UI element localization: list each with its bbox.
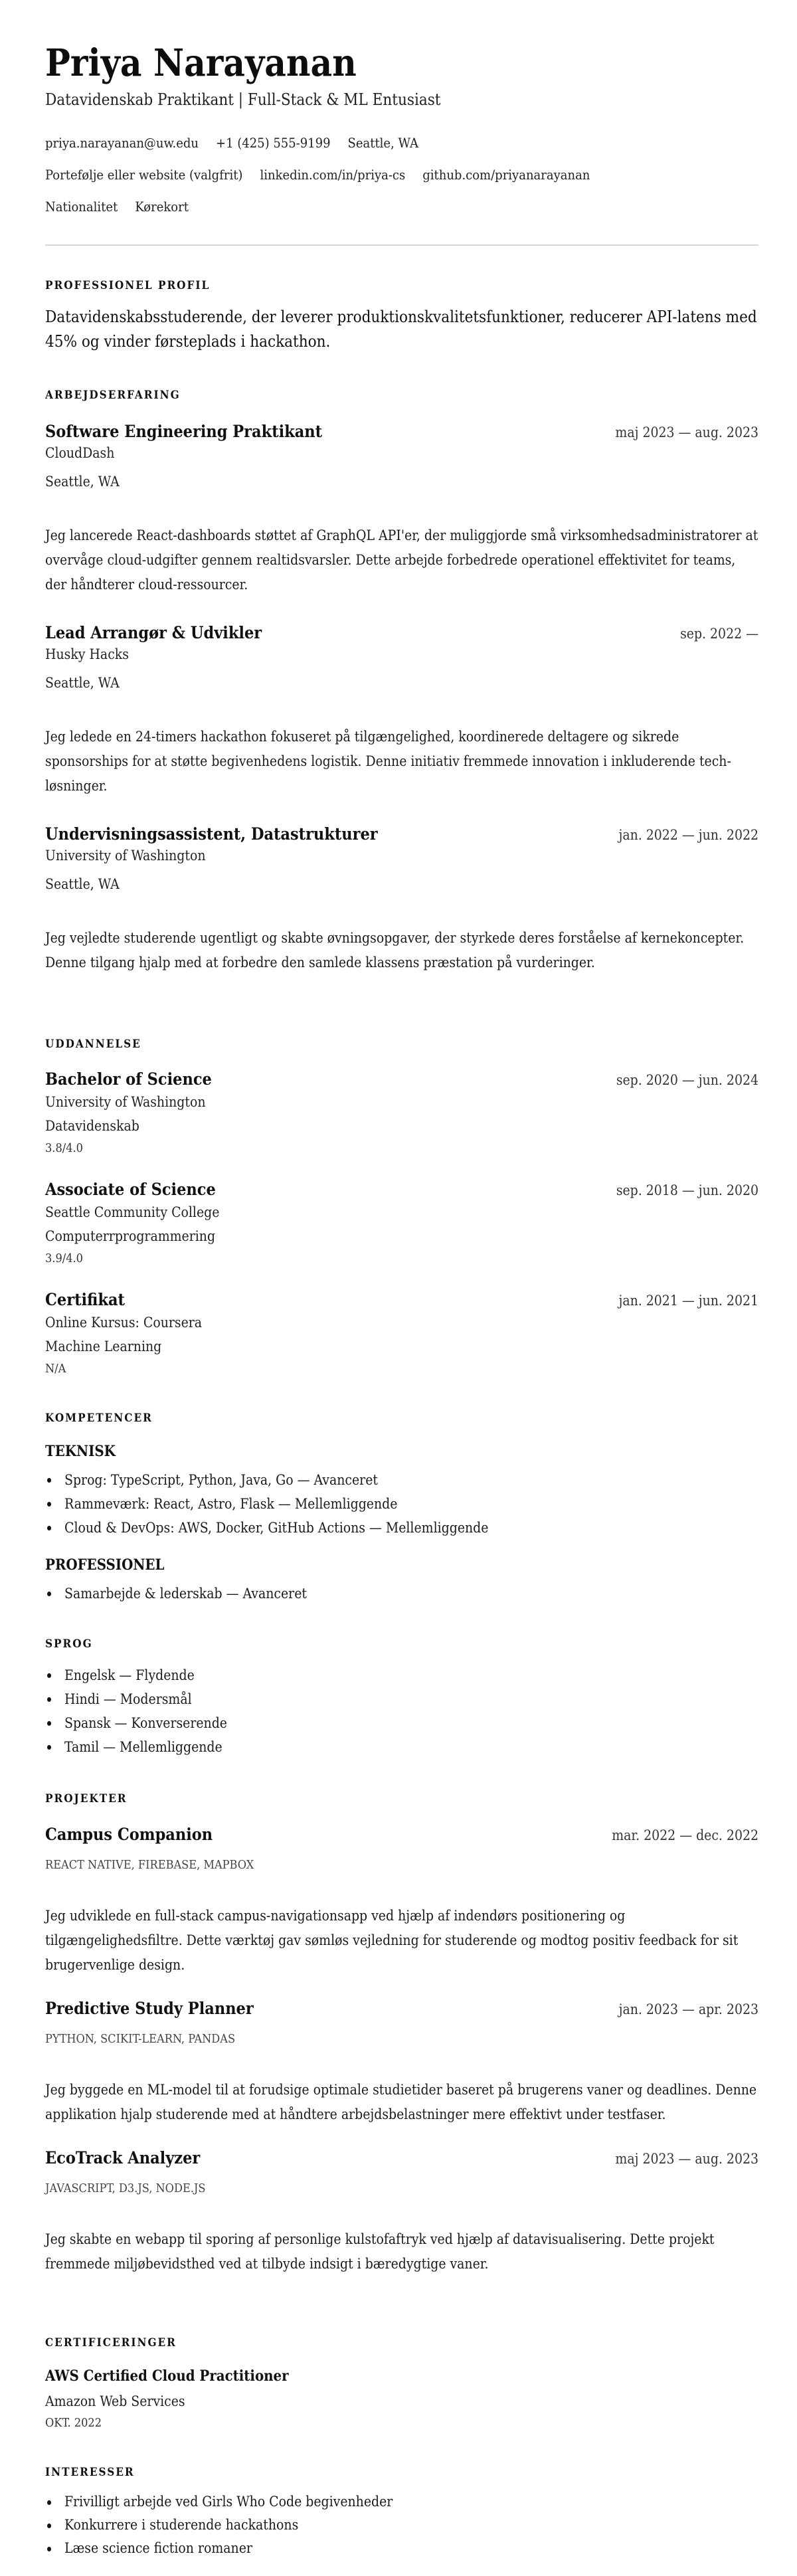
job-entry <box>45 824 758 975</box>
location: Seattle, WA <box>347 135 418 151</box>
project-entry <box>45 2148 758 2276</box>
project-tech: JAVASCRIPT, D3.JS, NODE.JS <box>45 2181 206 2195</box>
list-item: Læse science fiction romaner <box>45 2537 758 2560</box>
section-heading: INTERESSER <box>45 2466 135 2479</box>
list-item: Hindi — Modersmål <box>45 1687 758 1711</box>
job-description: Jeg lancerede React-dashboards støttet af GraphQL API'er, der muliggjorde små virksomhedsadministratorer at overvåge cloud-udgifter gennem realtidsvarsler. Dette arbejde forbedrede operationel effektivitet for teams, der håndterer cloud-ressourcer. <box>45 527 758 593</box>
interests-list <box>45 2490 758 2560</box>
header-divider <box>45 244 758 246</box>
job-company: University of Washington <box>45 848 206 864</box>
project-description: Jeg udviklede en full-stack campus-navigationsapp ved hjælp af indendørs positionering og tilgængelighedsfiltre. Dette værktøj gav sømløs vejledning for studerende og modtog positiv feedback for sit brugervenlige design. <box>45 1908 739 1973</box>
linkedin-link[interactable]: linkedin.com/in/priya-cs <box>260 167 406 183</box>
list-item: Cloud & DevOps: AWS, Docker, GitHub Actions — Mellemliggende <box>45 1516 758 1540</box>
job-company: Husky Hacks <box>45 646 129 662</box>
job-location: Seattle, WA <box>45 876 120 892</box>
candidate-subtitle: Datavidenskab Praktikant | Full-Stack & ML Entusiast <box>45 90 441 109</box>
education-entry <box>45 1289 758 1380</box>
technical-skills-list <box>45 1468 758 1540</box>
list-item: Frivilligt arbejde ved Girls Who Code begivenheder <box>45 2490 758 2514</box>
job-description: Jeg vejledte studerende ugentligt og skabte øvningsopgaver, der styrkede deres forståelse af kernekoncepter. Denne tilgang hjalp med at forbedre den samlede klassens præstation på vurderinger. <box>45 930 745 970</box>
list-item: Spansk — Konverserende <box>45 1711 758 1735</box>
contact-row <box>45 127 758 159</box>
section-heading: PROFESSIONEL PROFIL <box>45 279 211 292</box>
education-entry <box>45 1179 758 1269</box>
languages-list <box>45 1663 758 1759</box>
education-dates: jan. 2021 — jun. 2021 <box>618 1293 758 1309</box>
section-heading: PROJEKTER <box>45 1792 128 1805</box>
interests-section <box>45 2464 758 2560</box>
project-dates: maj 2023 — aug. 2023 <box>615 2151 758 2167</box>
professional-skills-list <box>45 1582 758 1606</box>
skills-section <box>45 1410 758 1606</box>
experience-section <box>45 387 758 975</box>
job-location: Seattle, WA <box>45 675 120 691</box>
github-link[interactable]: github.com/priyanarayanan <box>422 167 590 183</box>
list-item: Rammeværk: React, Astro, Flask — Mellemliggende <box>45 1492 758 1516</box>
project-title: EcoTrack Analyzer <box>45 2148 201 2167</box>
section-heading: ARBEJDSERFARING <box>45 389 181 402</box>
field-of-study: Datavidenskab <box>45 1118 139 1134</box>
section-heading: KOMPETENCER <box>45 1412 153 1425</box>
list-item: Samarbejde & lederskab — Avanceret <box>45 1582 758 1606</box>
portfolio-link[interactable]: Portefølje eller website (valgfrit) <box>45 167 243 183</box>
job-title: Software Engineering Praktikant <box>45 422 323 441</box>
section-heading: CERTIFICERINGER <box>45 2336 177 2349</box>
list-item: Konkurrere i studerende hackathons <box>45 2514 758 2537</box>
profile-text: Datavidenskabsstuderende, der leverer produktionskvalitetsfunktioner, reducerer API-latens med 45% og vinder førsteplads i hackathon. <box>45 308 757 351</box>
certification-date: OKT. 2022 <box>45 2416 102 2430</box>
degree: Associate of Science <box>45 1180 216 1199</box>
project-description: Jeg skabte en webapp til sporing af personlige kulstofaftryk ved hjælp af datavisualisering. Dette projekt fremmede miljøbevidsthed ved at tilbyde indsigt i bæredygtige vaner. <box>45 2231 715 2272</box>
field-of-study: Computerrprogrammering <box>45 1228 216 1244</box>
job-company: CloudDash <box>45 445 115 461</box>
section-heading: SPROG <box>45 1637 93 1651</box>
job-location: Seattle, WA <box>45 474 120 490</box>
institution: Online Kursus: Coursera <box>45 1315 203 1331</box>
job-title: Undervisningsassistent, Datastrukturer <box>45 824 378 844</box>
education-dates: sep. 2020 — jun. 2024 <box>616 1072 758 1088</box>
education-section <box>45 1036 758 1380</box>
education-dates: sep. 2018 — jun. 2020 <box>616 1182 758 1198</box>
candidate-name: Priya Narayanan <box>45 41 357 85</box>
job-entry <box>45 421 758 597</box>
list-item: Sprog: TypeScript, Python, Java, Go — Avanceret <box>45 1468 758 1492</box>
project-tech: PYTHON, SCIKIT-LEARN, PANDAS <box>45 2032 236 2046</box>
project-entry <box>45 1824 758 1978</box>
project-title: Predictive Study Planner <box>45 1999 254 2018</box>
project-dates: jan. 2023 — apr. 2023 <box>618 2001 758 2017</box>
section-heading: UDDANNELSE <box>45 1038 141 1051</box>
gpa: 3.8/4.0 <box>45 1141 83 1155</box>
extra-row <box>45 191 758 223</box>
certification-issuer: Amazon Web Services <box>45 2393 185 2409</box>
list-item: Engelsk — Flydende <box>45 1663 758 1687</box>
phone-link[interactable]: +1 (425) 555-9199 <box>216 135 331 151</box>
nationality: Nationalitet <box>45 199 118 215</box>
profile-section <box>45 278 758 354</box>
project-entry <box>45 1998 758 2127</box>
institution: Seattle Community College <box>45 1204 220 1220</box>
skills-group-title: PROFESSIONEL <box>45 1556 165 1574</box>
job-dates: sep. 2022 — <box>680 626 758 642</box>
project-tech: REACT NATIVE, FIREBASE, MAPBOX <box>45 1858 254 1872</box>
institution: University of Washington <box>45 1094 206 1110</box>
gpa: N/A <box>45 1362 66 1376</box>
links-row <box>45 159 758 191</box>
certifications-section <box>45 2335 758 2433</box>
job-title: Lead Arrangør & Udvikler <box>45 623 262 642</box>
skills-group-title: TEKNISK <box>45 1443 116 1460</box>
job-entry <box>45 622 758 798</box>
drivers-license: Kørekort <box>135 199 189 215</box>
project-description: Jeg byggede en ML-model til at forudsige optimale studietider baseret på brugerens vaner og deadlines. Denne applikation hjalp studerende med at håndtere arbejdsbelastninger mere effektivt under testfaser. <box>45 2082 757 2122</box>
project-title: Campus Companion <box>45 1825 213 1844</box>
field-of-study: Machine Learning <box>45 1338 162 1354</box>
job-description: Jeg ledede en 24-timers hackathon fokuseret på tilgængelighed, koordinerede deltagere og sikrede sponsorships for at støtte begivenhedens logistik. Denne initiativ fremmede innovation i inkluderende tech-løsninger. <box>45 729 731 794</box>
job-dates: jan. 2022 — jun. 2022 <box>618 827 758 843</box>
gpa: 3.9/4.0 <box>45 1251 83 1265</box>
degree: Certifikat <box>45 1290 125 1309</box>
project-dates: mar. 2022 — dec. 2022 <box>612 1827 758 1843</box>
degree: Bachelor of Science <box>45 1069 212 1089</box>
education-entry <box>45 1069 758 1159</box>
list-item: Tamil — Mellemliggende <box>45 1735 758 1759</box>
email-link[interactable]: priya.narayanan@uw.edu <box>45 135 199 151</box>
languages-section <box>45 1636 758 1759</box>
job-dates: maj 2023 — aug. 2023 <box>615 424 758 440</box>
projects-section <box>45 1791 758 2276</box>
certification-title: AWS Certified Cloud Practitioner <box>45 2367 289 2385</box>
